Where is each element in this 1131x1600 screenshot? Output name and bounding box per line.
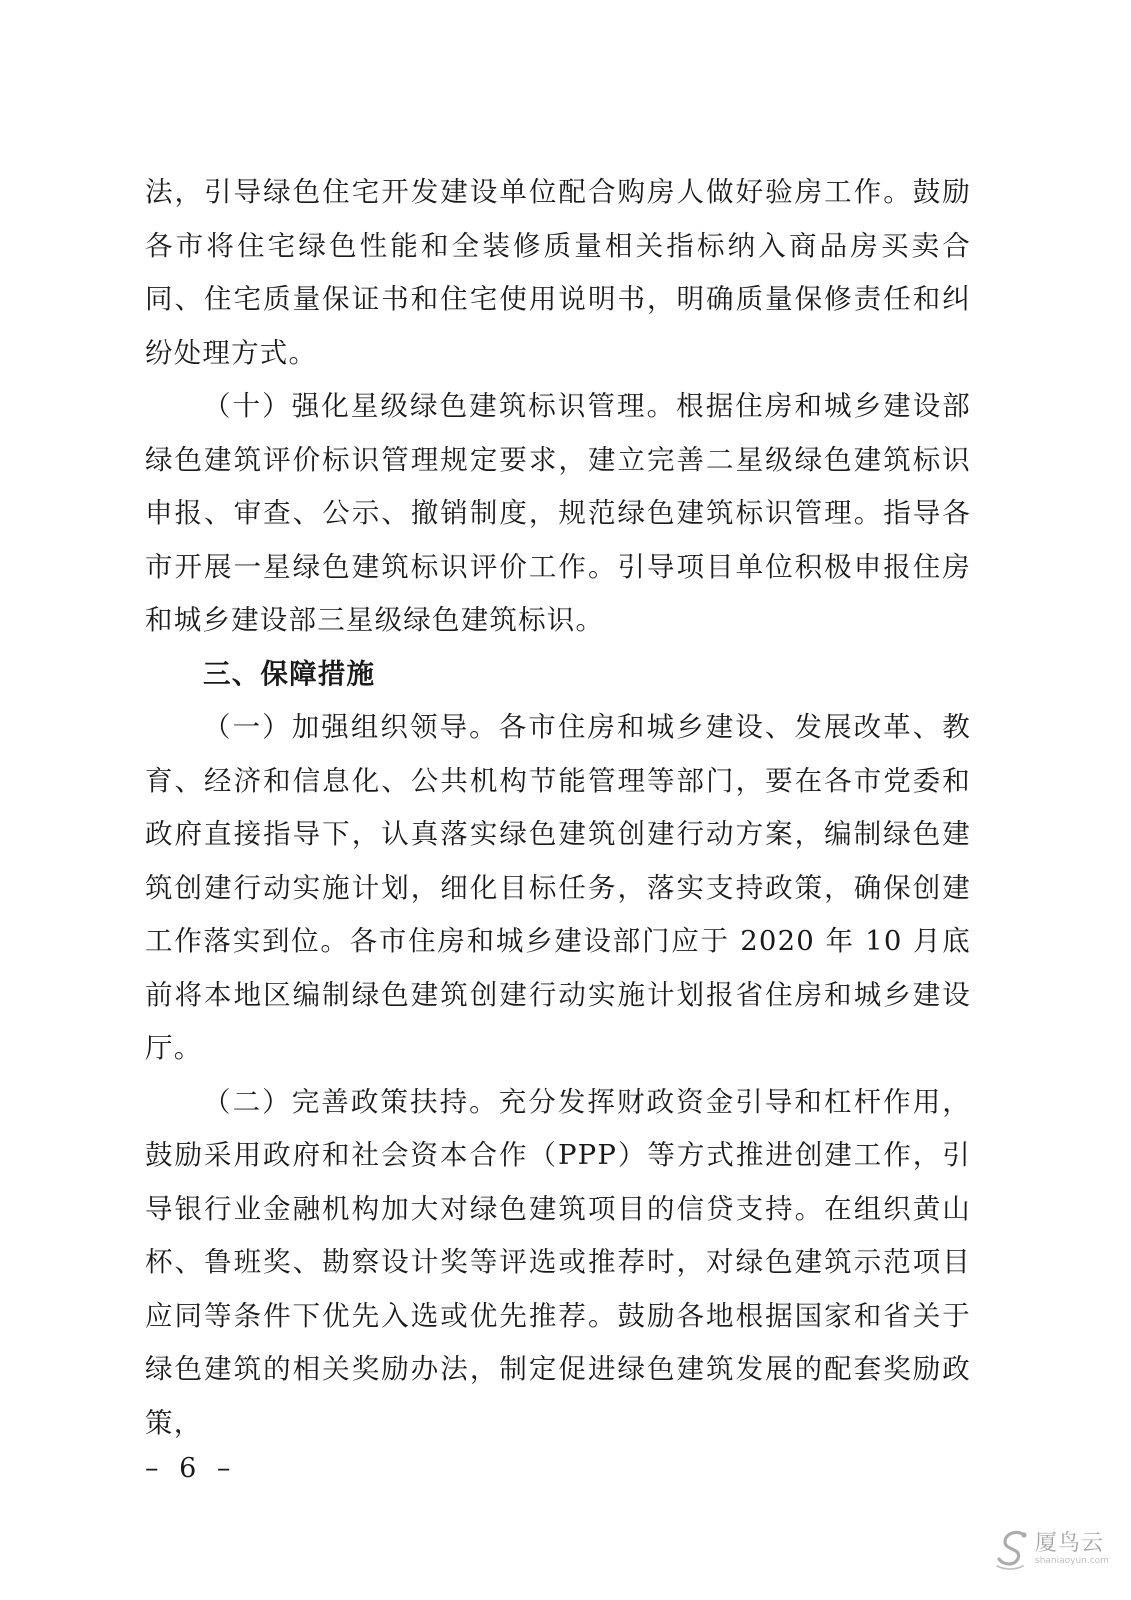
paragraph-3-text: 各市住房和城乡建设、发展改革、教育、经济和信息化、公共机构节能管理等部门，要在各市党委和政府直接指导下，认真落实绿色建筑创建行动方案，编制绿色建筑创建行动实施计划，细化目标任务，落实支持政策，确保创建工作落实到位。各市住房和城乡建设部门应于 2020 年 10 月底前将本地区编制绿色建筑创建行动实施计划报省住房和城乡建设厅。 — [145, 711, 971, 1064]
watermark-name: 厦鸟云 — [1035, 1531, 1105, 1556]
paragraph-3-lead: （一）加强组织领导。 — [203, 711, 499, 743]
paragraph-2-lead: （十）强化星级绿色建筑标识管理。 — [203, 390, 677, 422]
paragraph-1 — [145, 166, 971, 380]
paragraph-2 — [145, 380, 971, 648]
bird-logo-icon — [993, 1526, 1035, 1572]
paragraph-4-lead: （二）完善政策扶持。 — [203, 1085, 499, 1118]
paragraph-2-text: 根据住房和城乡建设部绿色建筑评价标识管理规定要求，建立完善二星级绿色建筑标识申报、审查、公示、撤销制度，规范绿色建筑标识管理。指导各市开展一星绿色建筑标识评价工作。引导项目单位积极申报住房和城乡建设部三星级绿色建筑标识。 — [145, 390, 972, 636]
watermark-url: shaniaoyun.com — [1035, 1556, 1109, 1566]
paragraph-3 — [145, 701, 971, 1076]
paragraph-4-text: 充分发挥财政资金引导和杠杆作用，鼓励采用政府和社会资本合作（PPP）等方式推进创建工作，引导银行业金融机构加大对绿色建筑项目的信贷支持。在组织黄山杯、鲁班奖、勘察设计奖等评选或推荐时，对绿色建筑示范项目应同等条件下优先入选或优先推荐。鼓励各地根据国家和省关于绿色建筑的相关奖励办法，制定促进绿色建筑发展的配套奖励政策， — [145, 1085, 971, 1439]
watermark — [993, 1522, 1107, 1580]
paragraph-4 — [145, 1076, 971, 1451]
paragraph-1-text: 法，引导绿色住宅开发建设单位配合购房人做好验房工作。鼓励各市将住宅绿色性能和全装修质量相关指标纳入商品房买卖合同、住宅质量保证书和住宅使用说明书，明确质量保修责任和纠纷处理方式。 — [145, 176, 971, 369]
body-text — [145, 166, 971, 1450]
section-heading: 三、保障措施 — [203, 657, 376, 690]
page-number: – 6 – — [145, 1453, 237, 1484]
